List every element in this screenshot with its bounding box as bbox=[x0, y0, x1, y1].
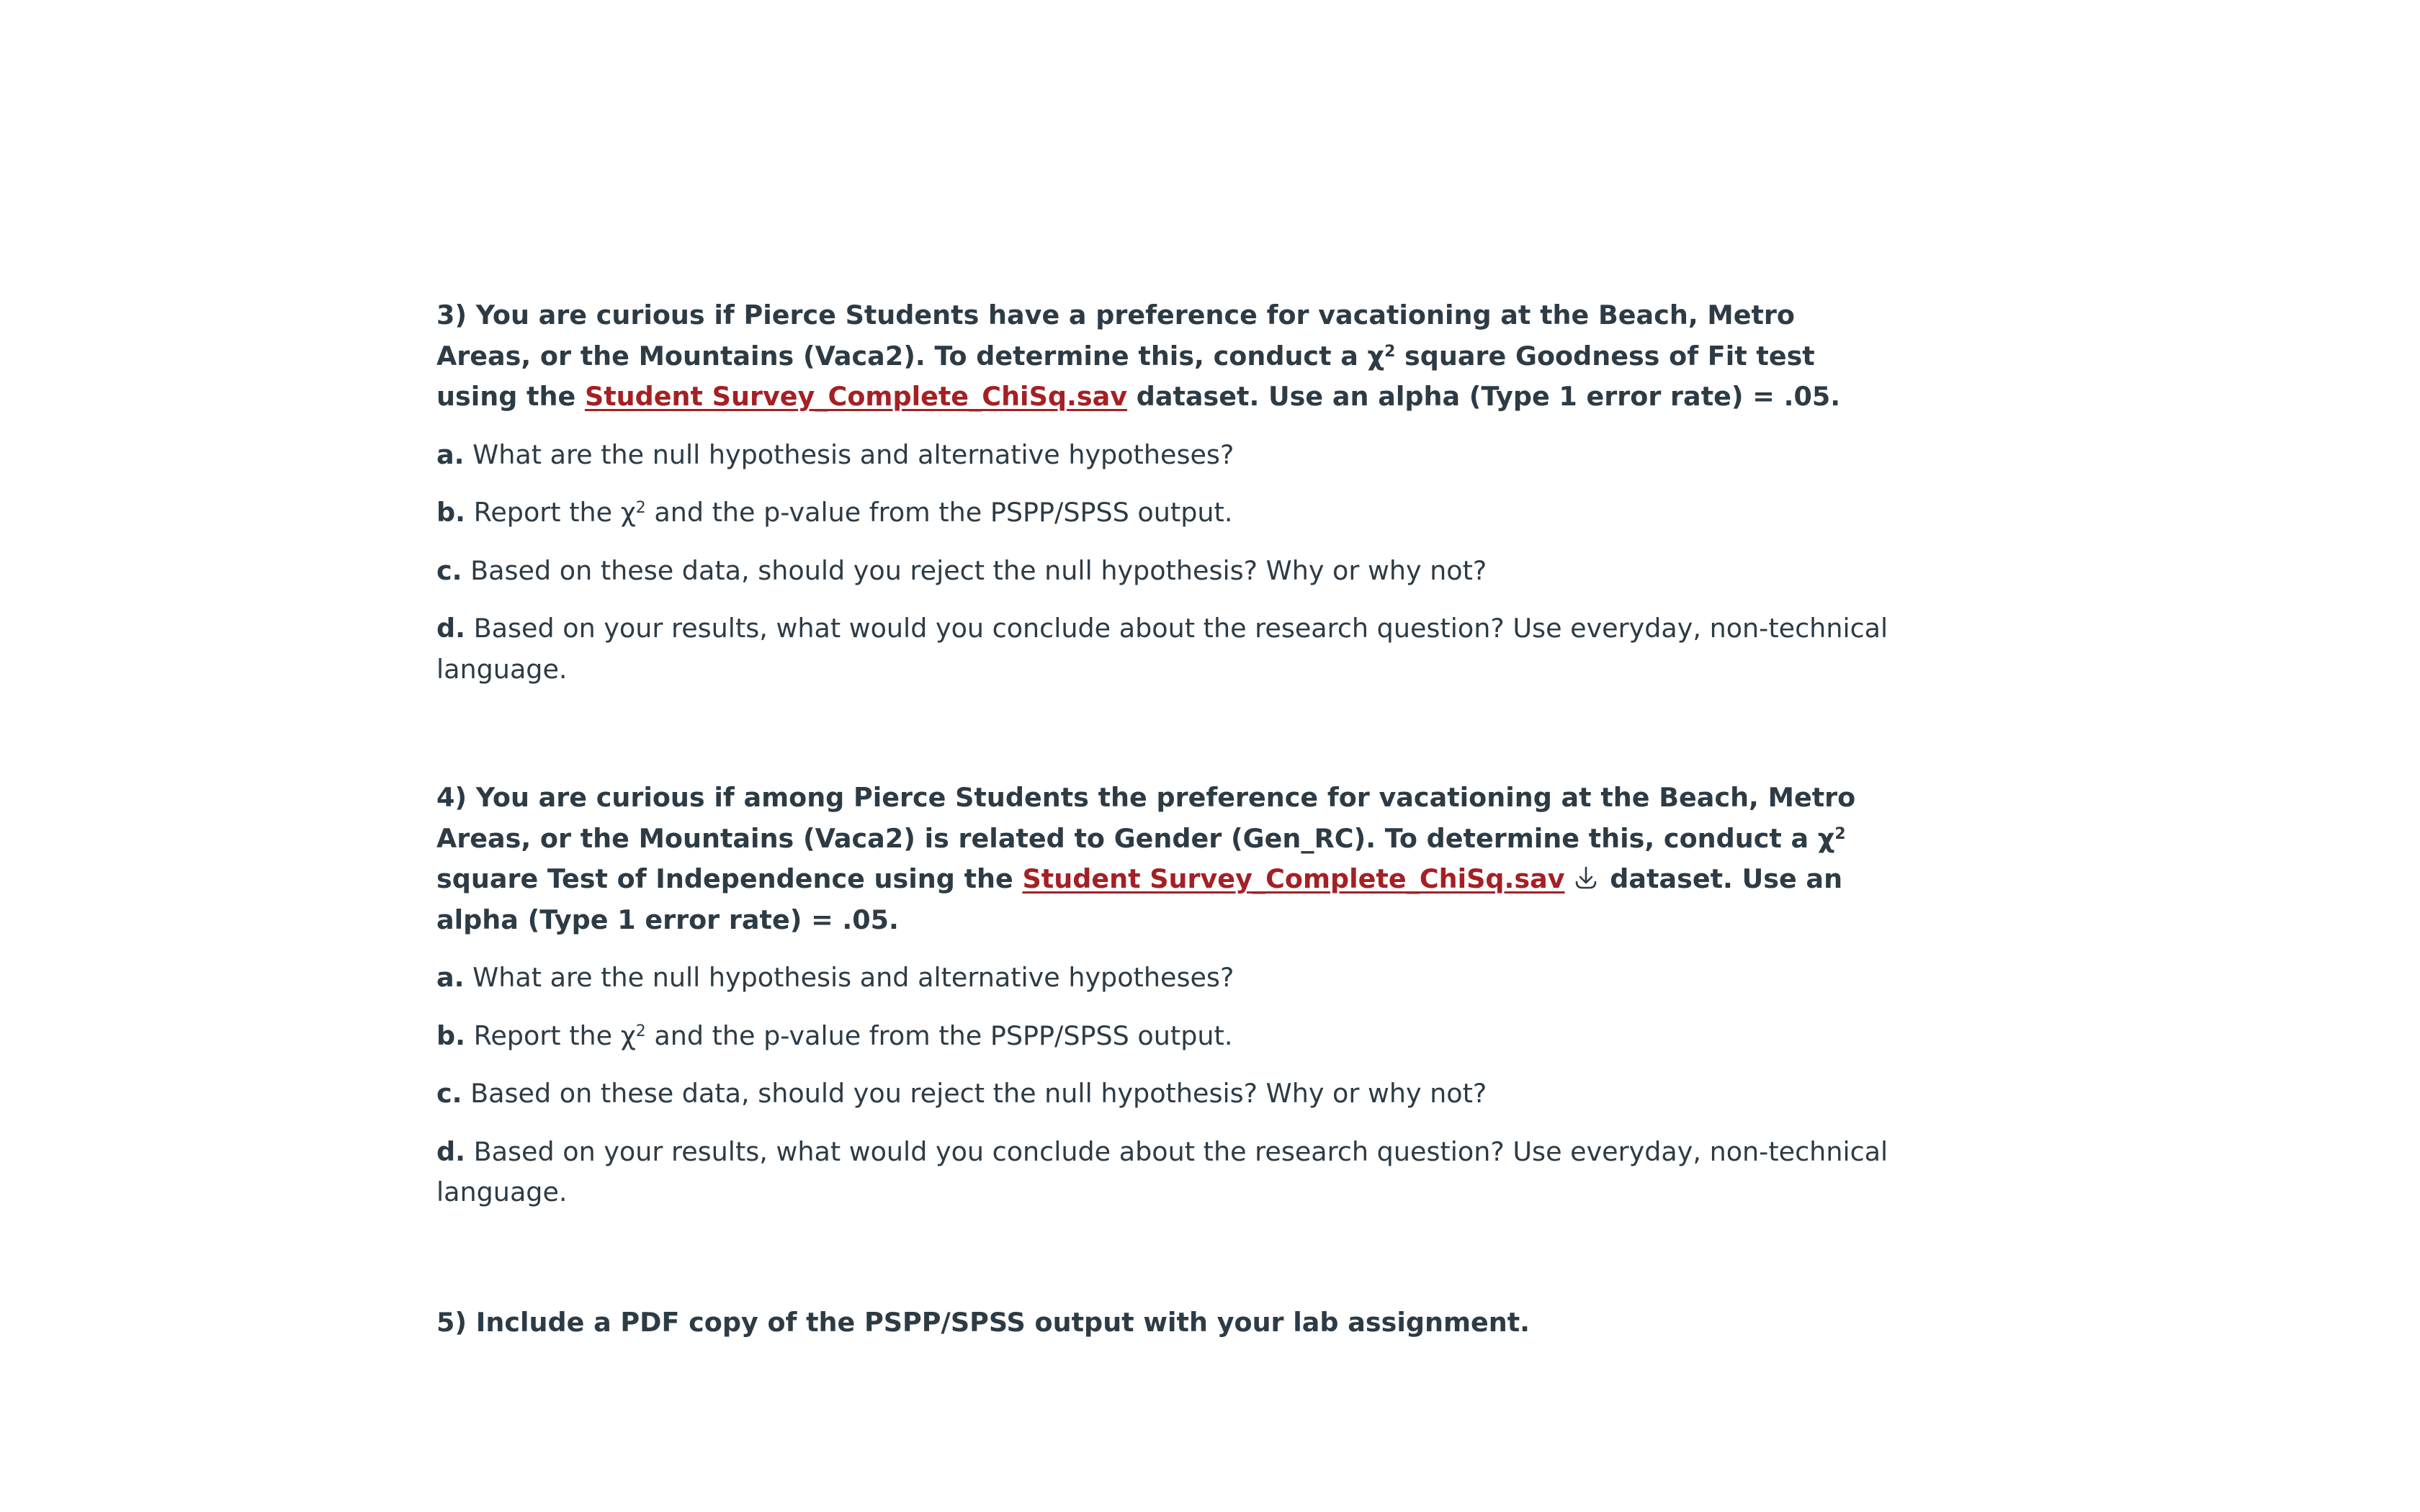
item-text-2: and the p-value from the PSPP/SPSS output. bbox=[645, 1020, 1233, 1051]
chi-superscript: 2 bbox=[635, 498, 646, 517]
question-4-prompt bbox=[436, 778, 1891, 940]
q3-intro-3: dataset. Use an alpha (Type 1 error rate) = .05. bbox=[1127, 381, 1841, 412]
item-letter: d. bbox=[436, 1135, 465, 1167]
q4-intro-2: square Test of Independence using the bbox=[436, 863, 1023, 894]
q3-item-a bbox=[436, 435, 1891, 476]
q4-item-b bbox=[436, 1016, 1891, 1057]
item-letter: b. bbox=[436, 1020, 465, 1051]
item-text: What are the null hypothesis and alternative hypotheses? bbox=[464, 962, 1234, 993]
item-letter: a. bbox=[436, 438, 465, 470]
q3-chi-superscript: 2 bbox=[1384, 342, 1396, 361]
item-text: Based on your results, what would you conclude about the research question? Use everyday, non-technical language. bbox=[436, 613, 1888, 685]
section-spacer bbox=[436, 1213, 1891, 1302]
item-letter: c. bbox=[436, 1078, 462, 1109]
q4-item-c bbox=[436, 1074, 1891, 1115]
item-letter: d. bbox=[436, 613, 465, 644]
q4-item-a bbox=[436, 958, 1891, 999]
question-3-prompt bbox=[436, 295, 1891, 418]
q4-item-d bbox=[436, 1132, 1891, 1213]
q3-intro-2: square Goodness of Fit test using the bbox=[436, 340, 1815, 412]
item-text: Based on these data, should you reject the null hypothesis? Why or why not? bbox=[462, 1078, 1487, 1109]
q4-dataset-link[interactable]: Student Survey_Complete_ChiSq.sav bbox=[1022, 863, 1565, 894]
q4-intro-1: 4) You are curious if among Pierce Students the preference for vacationing at the Beach, Metro Areas, or the Mountains (Vaca2) is related to Gender (Gen_RC). To determine this, conduct a χ bbox=[436, 782, 1856, 854]
item-text: What are the null hypothesis and alternative hypotheses? bbox=[464, 438, 1234, 470]
download-icon[interactable] bbox=[1574, 865, 1598, 892]
q3-item-c bbox=[436, 551, 1891, 592]
section-spacer bbox=[436, 690, 1891, 778]
item-letter: c. bbox=[436, 554, 462, 586]
item-text: Based on these data, should you reject the null hypothesis? Why or why not? bbox=[462, 554, 1487, 586]
item-text: Based on your results, what would you conclude about the research question? Use everyday, non-technical language. bbox=[436, 1135, 1888, 1207]
q3-item-d bbox=[436, 608, 1891, 690]
item-text-2: and the p-value from the PSPP/SPSS output. bbox=[645, 497, 1233, 528]
q3-intro-1: 3) You are curious if Pierce Students have a preference for vacationing at the Beach, Metro Areas, or the Mountains (Vaca2). To determine this, conduct a χ bbox=[436, 300, 1795, 372]
item-letter: a. bbox=[436, 962, 465, 993]
q4-chi-superscript: 2 bbox=[1834, 824, 1846, 843]
question-5-prompt: 5) Include a PDF copy of the PSPP/SPSS output with your lab assignment. bbox=[436, 1306, 1531, 1338]
item-text-1: Report the χ bbox=[465, 497, 636, 528]
q3-item-b bbox=[436, 492, 1891, 534]
q4-intro-3: dataset. Use an alpha (Type 1 error rate) = .05. bbox=[436, 863, 1843, 935]
item-letter: b. bbox=[436, 497, 465, 528]
q3-dataset-link[interactable]: Student Survey_Complete_ChiSq.sav bbox=[584, 381, 1127, 412]
item-text-1: Report the χ bbox=[465, 1020, 636, 1051]
assignment-content bbox=[436, 295, 1891, 1343]
chi-superscript: 2 bbox=[635, 1022, 646, 1040]
